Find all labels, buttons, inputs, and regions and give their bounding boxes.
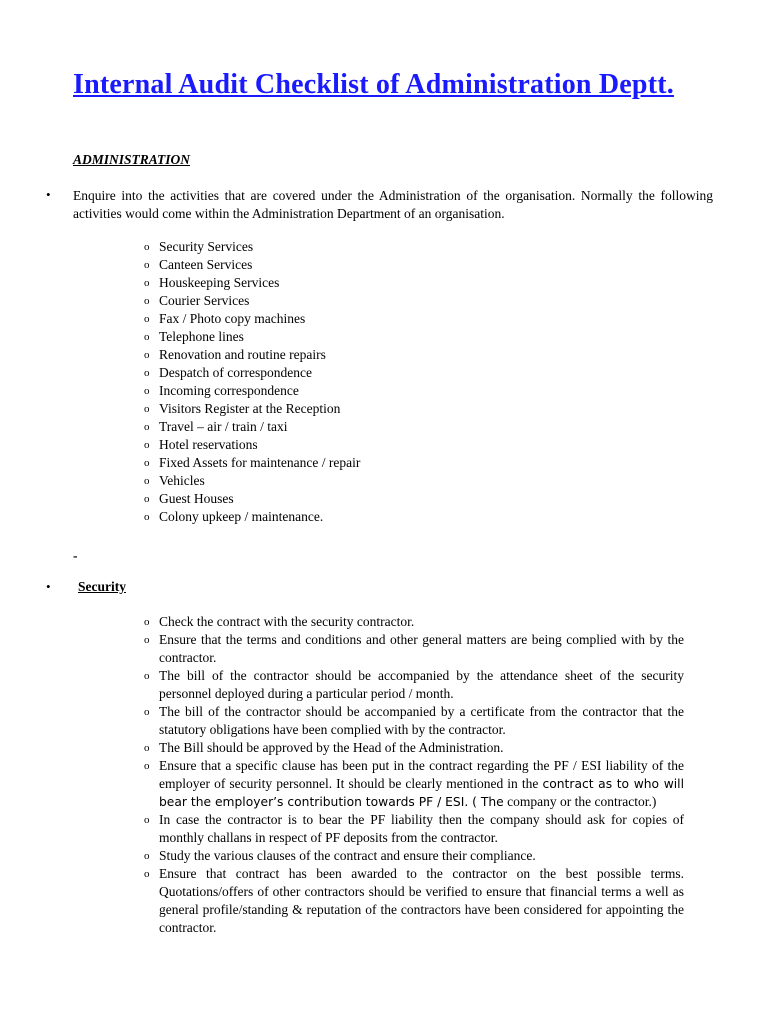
list-item bbox=[144, 613, 684, 631]
sub-bullet: o bbox=[144, 457, 150, 469]
list-item-text: Telephone lines bbox=[159, 329, 244, 344]
list-item-text: Ensure that contract has been awarded to the contractor on the best possible terms. Quotations/offers of other contractors should be verified to ensure that financial terms a well as general profile/standing & reputation of the contractors have been considered for appointing the contractor. bbox=[159, 866, 684, 935]
sub-bullet: o bbox=[144, 634, 150, 646]
list-item-text: Incoming correspondence bbox=[159, 383, 299, 398]
sub-bullet: o bbox=[144, 493, 150, 505]
sub-bullet: o bbox=[144, 403, 150, 415]
list-item bbox=[144, 454, 360, 472]
sub-bullet: o bbox=[144, 475, 150, 487]
list-item-text: The bill of the contractor should be accompanied by the attendance sheet of the security personnel deployed during a particular period / month. bbox=[159, 668, 684, 701]
dash-separator: - bbox=[73, 548, 78, 563]
section-heading-security: Security bbox=[78, 579, 126, 594]
intro-paragraph: Enquire into the activities that are covered under the Administration of the organisation. Normally the following activities would come within the Administration Department of an organisation. bbox=[73, 188, 713, 221]
list-item bbox=[144, 292, 360, 310]
sub-bullet: o bbox=[144, 259, 150, 271]
list-item-text: Guest Houses bbox=[159, 491, 234, 506]
list-item bbox=[144, 256, 360, 274]
list-item-text: Colony upkeep / maintenance. bbox=[159, 509, 324, 524]
list-item bbox=[144, 436, 360, 454]
list-item bbox=[144, 382, 360, 400]
list-item-text: Check the contract with the security contractor. bbox=[159, 614, 415, 629]
sub-bullet: o bbox=[144, 295, 150, 307]
list-item-text: Study the various clauses of the contract and ensure their compliance. bbox=[159, 848, 536, 863]
sub-bullet: o bbox=[144, 385, 150, 397]
list-item-text: Vehicles bbox=[159, 473, 205, 488]
list-item-text: Fixed Assets for maintenance / repair bbox=[159, 455, 361, 470]
sub-bullet: o bbox=[144, 313, 150, 325]
sub-bullet: o bbox=[144, 367, 150, 379]
list-item bbox=[144, 739, 684, 757]
list-item-text: Security Services bbox=[159, 239, 254, 254]
sub-bullet: o bbox=[144, 850, 150, 862]
sub-bullet: o bbox=[144, 814, 150, 826]
list-item bbox=[144, 274, 360, 292]
list-item bbox=[144, 667, 684, 703]
sub-bullet: o bbox=[144, 241, 150, 253]
activities-list bbox=[144, 238, 360, 526]
bullet-security: • bbox=[46, 579, 51, 594]
list-item-text: Ensure that the terms and conditions and other general matters are being complied with by the contractor. bbox=[159, 632, 684, 665]
sub-bullet: o bbox=[144, 439, 150, 451]
list-item-text: Hotel reservations bbox=[159, 437, 258, 452]
list-item bbox=[144, 238, 360, 256]
list-item bbox=[144, 847, 684, 865]
list-item-text-end: company or the contractor.) bbox=[507, 794, 657, 809]
section-heading-administration: ADMINISTRATION bbox=[73, 152, 191, 167]
sub-bullet: o bbox=[144, 421, 150, 433]
list-item-text: Canteen Services bbox=[159, 257, 253, 272]
list-item bbox=[144, 310, 360, 328]
sub-bullet: o bbox=[144, 511, 150, 523]
list-item-text: In case the contractor is to bear the PF liability then the company should ask for copies of monthly challans in respect of PF deposits from the contractor. bbox=[159, 812, 684, 845]
list-item bbox=[144, 364, 360, 382]
list-item bbox=[144, 631, 684, 667]
list-item bbox=[144, 811, 684, 847]
list-item bbox=[144, 472, 360, 490]
list-item-text: Travel – air / train / taxi bbox=[159, 419, 288, 434]
list-item-text: Houskeeping Services bbox=[159, 275, 280, 290]
list-item bbox=[144, 400, 360, 418]
list-item-text: The bill of the contractor should be accompanied by a certificate from the contractor that the statutory obligations have been complied with by the contractor. bbox=[159, 704, 684, 737]
sub-bullet: o bbox=[144, 760, 150, 772]
list-item-text: Despatch of correspondence bbox=[159, 365, 312, 380]
list-item-text: The Bill should be approved by the Head of the Administration. bbox=[159, 740, 504, 755]
sub-bullet: o bbox=[144, 616, 150, 628]
list-item bbox=[144, 757, 684, 811]
list-item bbox=[144, 703, 684, 739]
list-item-text: Renovation and routine repairs bbox=[159, 347, 326, 362]
list-item-text: Courier Services bbox=[159, 293, 250, 308]
list-item-text: Visitors Register at the Reception bbox=[159, 401, 341, 416]
sub-bullet: o bbox=[144, 706, 150, 718]
list-item bbox=[144, 865, 684, 937]
list-item-text: Ensure that a specific clause has been put in the contract regarding the PF / ESI liability of the employer of security personnel. It should be clearly mentioned in the bbox=[159, 758, 684, 791]
list-item bbox=[144, 346, 360, 364]
document-title[interactable]: Internal Audit Checklist of Administration Deptt. bbox=[73, 69, 674, 100]
list-item bbox=[144, 490, 360, 508]
sub-bullet: o bbox=[144, 868, 150, 880]
sub-bullet: o bbox=[144, 670, 150, 682]
security-checks-list bbox=[144, 613, 684, 937]
sub-bullet: o bbox=[144, 349, 150, 361]
list-item bbox=[144, 328, 360, 346]
list-item-text: Fax / Photo copy machines bbox=[159, 311, 306, 326]
sub-bullet: o bbox=[144, 742, 150, 754]
sub-bullet: o bbox=[144, 277, 150, 289]
list-item bbox=[144, 508, 360, 526]
list-item bbox=[144, 418, 360, 436]
bullet-intro: • bbox=[46, 187, 51, 202]
list-item-text-sans: contract as to who will bear the employer’s contribution towards PF / ESI. ( The bbox=[159, 777, 685, 809]
sub-bullet: o bbox=[144, 331, 150, 343]
